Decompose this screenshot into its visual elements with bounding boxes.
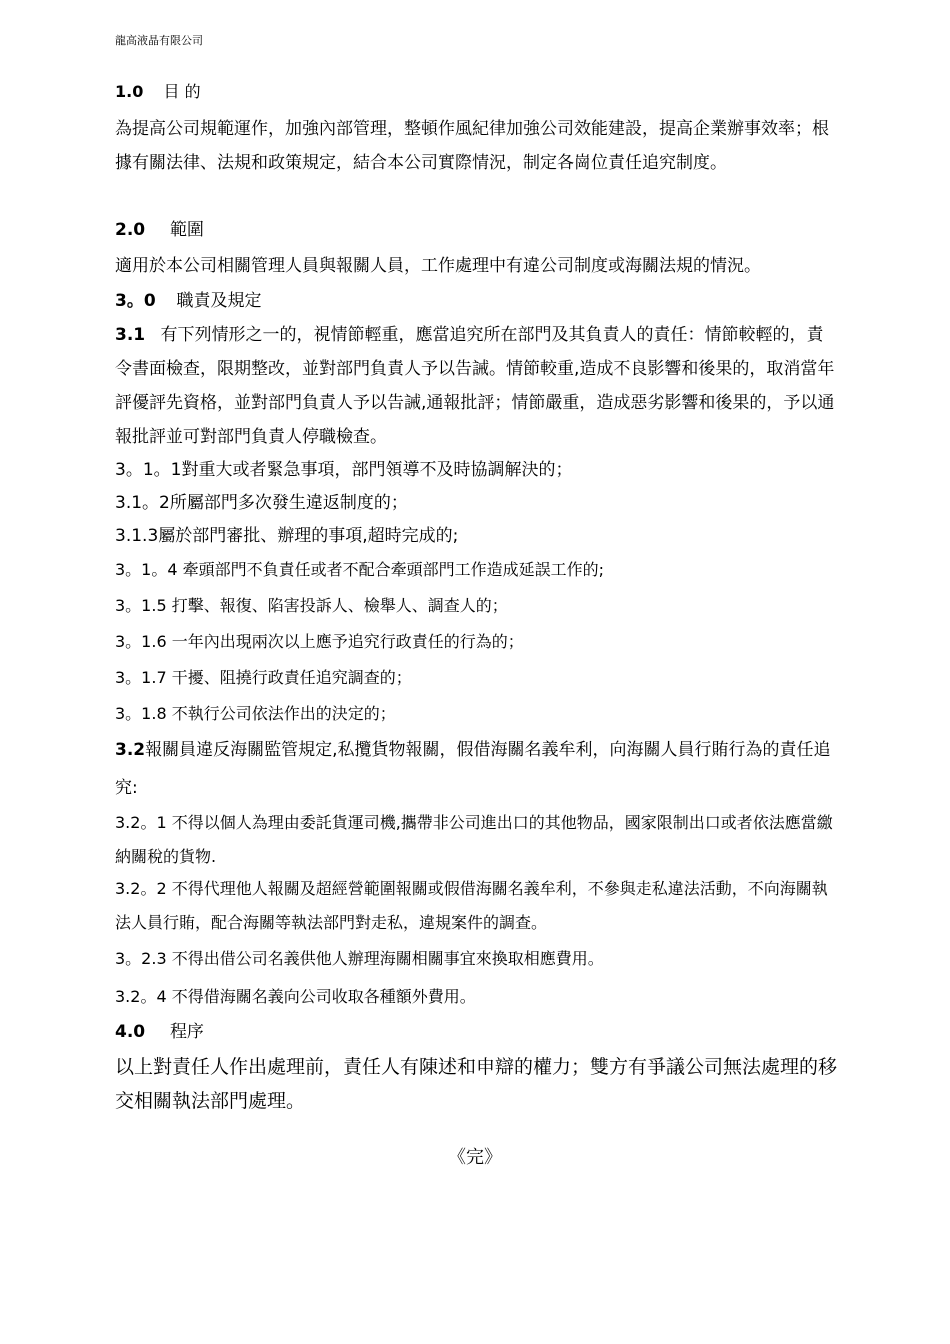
clause-3-1-4: 3。1。4 牽頭部門不負責任或者不配合牽頭部門工作造成延誤工作的;: [115, 560, 605, 579]
section-2-title: 範圍: [169, 220, 204, 240]
clause-3-1-7: 3。1.7 干擾、阻撓行政責任追究調查的；: [115, 668, 412, 687]
clause-3-1-5: 3。1.5 打擊、報復、陷害投訴人、檢舉人、調查人的；: [115, 596, 508, 615]
section-3-heading: [115, 284, 261, 318]
clause-3-1-body: 有下列情形之一的，視情節輕重，應當追究所在部門及其負責人的責任：情節較輕的，責令書面檢查，限期整改，並對部門負責人予以告誡。情節較重,造成不良影響和後果的，取消當年評優評先資格，並對部門負責人予以告誡,通報批評；情節嚴重，造成惡劣影響和後果的，予以通報批評並可對部門負責人停職檢查。: [115, 325, 835, 447]
section-3-title: 職責及規定: [176, 291, 262, 311]
section-1-title: 目 的: [163, 82, 201, 101]
section-4-heading: [115, 1015, 204, 1049]
end-mark: 《完》: [448, 1147, 502, 1168]
clause-3-1-6: 3。1.6 一年內出現兩次以上應予追究行政責任的行為的；: [115, 632, 524, 651]
clause-3-1-2: 3.1。2所屬部門多次發生違返制度的；: [115, 493, 408, 513]
clause-3-2-4: 3.2。4 不得借海關名義向公司收取各種額外費用。: [115, 987, 476, 1006]
clause-3-2-number: 3.2: [115, 740, 146, 760]
section-1-heading: [115, 75, 201, 109]
clause-3-1-number: 3.1: [115, 325, 146, 345]
section-1-body: 為提高公司規範運作，加強內部管理，整頓作風紀律加強公司效能建設，提高企業辦事效率；根據有關法律、法規和政策規定，結合本公司實際情況，制定各崗位責任追究制度。: [115, 119, 829, 173]
section-4-title: 程序: [169, 1022, 204, 1042]
clause-3-1-1: 3。1。1對重大或者緊急事項，部門領導不及時協調解決的；: [115, 460, 573, 480]
clause-3-2-body: 報關員違反海關監管規定,私攬貨物報關，假借海關名義牟利，向海關人員行賄行為的責任追究:: [115, 740, 831, 798]
clause-3-2-1: 3.2。1 不得以個人為理由委託貨運司機,攜帶非公司進出口的其他物品，國家限制出口或者依法應當繳納關稅的貨物.: [115, 813, 833, 866]
clause-3-2-2: 3.2。2 不得代理他人報關及超經營範圍報關或假借海關名義牟利，不參與走私違法活動，不向海關執法人員行賄，配合海關等執法部門對走私，違規案件的調查。: [115, 879, 828, 932]
section-2-heading: [115, 213, 204, 247]
section-3-number: 3。0: [115, 291, 156, 311]
clause-3-1-8: 3。1.8 不執行公司依法作出的決定的；: [115, 704, 396, 723]
clause-3-1: [115, 318, 840, 454]
clause-3-1-3: 3.1.3屬於部門審批、辦理的事項,超時完成的;: [115, 526, 459, 546]
company-header: 龍高液晶有限公司: [115, 34, 203, 47]
clause-3-2-3: 3。2.3 不得出借公司名義供他人辦理海關相關事宜來換取相應費用。: [115, 949, 604, 968]
section-4-body: 以上對責任人作出處理前，責任人有陳述和申辯的權力；雙方有爭議公司無法處理的移交相關執法部門處理。: [115, 1056, 838, 1112]
section-2-number: 2.0: [115, 220, 146, 240]
section-4-number: 4.0: [115, 1022, 146, 1042]
section-2-body: 適用於本公司相關管理人員與報關人員，工作處理中有違公司制度或海關法規的情況。: [115, 256, 761, 276]
section-1-number: 1.0: [115, 82, 144, 101]
clause-3-2: [115, 731, 840, 807]
